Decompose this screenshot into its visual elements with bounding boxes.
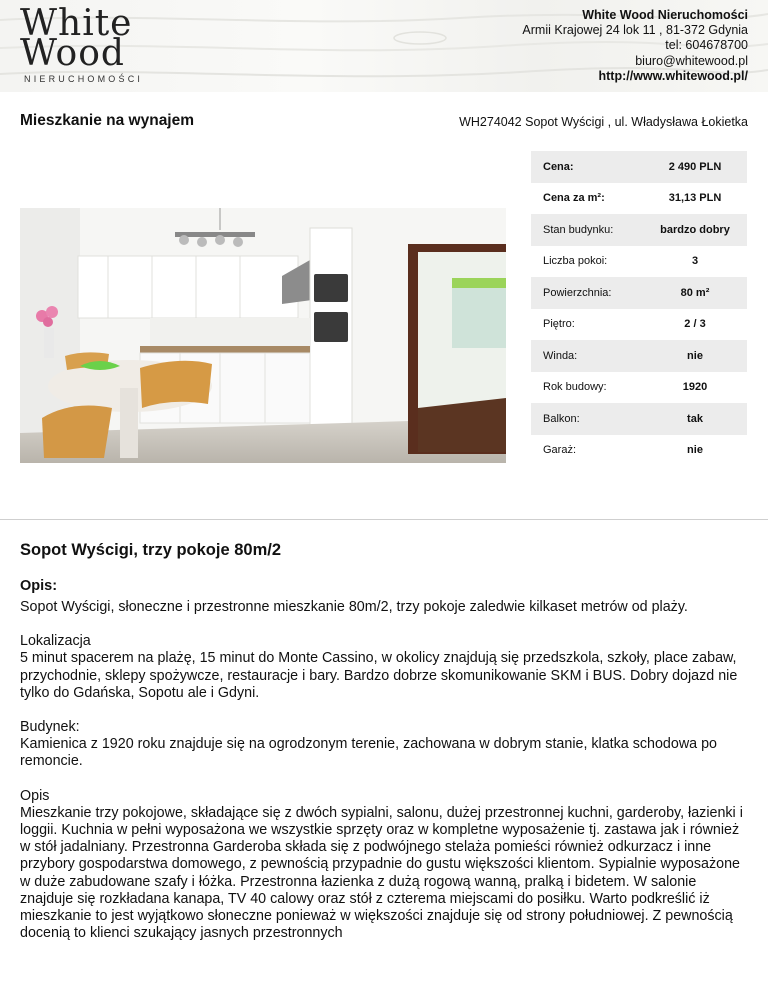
description-heading: Opis:	[20, 578, 58, 594]
listing-description	[20, 599, 748, 959]
detail-row-build-year	[531, 372, 747, 404]
detail-label: Piętro:	[543, 318, 575, 331]
detail-label: Cena za m²:	[543, 192, 605, 205]
agency-phone: tel: 604678700	[665, 38, 748, 53]
detail-label: Cena:	[543, 160, 574, 173]
detail-value: 31,13 PLN	[668, 192, 722, 205]
section-divider	[0, 519, 768, 520]
offer-id-location: WH274042 Sopot Wyścigi , ul. Władysława Łokietka	[459, 115, 748, 129]
detail-value: tak	[687, 412, 703, 425]
logo-subtitle: NIERUCHOMOŚCI	[24, 74, 144, 84]
detail-label: Liczba pokoi:	[543, 255, 608, 268]
detail-value: nie	[687, 349, 703, 362]
description-paragraph: Budynek: Kamienica z 1920 roku znajduje się na ogrodzonym terenie, zachowana w dobrym stanie, klatka schodowa po remoncie.	[20, 719, 717, 770]
agency-name: White Wood Nieruchomości	[582, 8, 748, 22]
detail-value: 2 / 3	[684, 318, 706, 331]
agency-website-link[interactable]: http://www.whitewood.pl/	[598, 68, 748, 83]
logo-text-white: White	[20, 3, 133, 44]
detail-label: Winda:	[543, 349, 578, 362]
agency-contact	[522, 8, 748, 84]
detail-label: Rok budowy:	[543, 381, 607, 394]
detail-row-elevator	[531, 340, 747, 372]
offer-type: Mieszkanie na wynajem	[20, 112, 195, 129]
detail-row-area	[531, 277, 747, 309]
listing-title: Sopot Wyścigi, trzy pokoje 80m/2	[20, 541, 282, 559]
description-paragraph: Sopot Wyścigi, słoneczne i przestronne mieszkanie 80m/2, trzy pokoje zaledwie kilkaset metrów od plaży.	[20, 599, 688, 615]
kitchen-photo-illustration	[20, 208, 506, 463]
detail-value: 2 490 PLN	[668, 160, 722, 173]
detail-row-balcony	[531, 403, 747, 435]
description-paragraph: Opis Mieszkanie trzy pokojowe, składające się z dwóch sypialni, salonu, dużej przestronnej kuchni, garderoby, łazienki i loggii. Kuchnia w pełni wyposażona we wszystkie sprzęty oraz w kompletne wyposażenie tj. zastawa jak i również w stół jadalniany. Przestronna Garderoba składa się z podwójnego stelaża pomieści również odkurzacz i inne przybory gospodarstwa domowego, z pewnością przypadnie do gustu większości klientom. Sypialnie wyposażone w duże zabudowane szafy i łóżka. Przestronna łazienka z dużą rogową wanną, pralką i bidetem. W salonie znajduje się rozkładana kanapa, TV 40 calowy oraz stół z czterema miejscami do posiłku. Warto podkreślić iż mieszkanie to jest wyjątkowo słoneczne ponieważ w większości znajduje się od strony południowej. Z pewnością docenią to klienci szukający jasnych przestronnych	[20, 787, 743, 942]
detail-row-building-condition	[531, 214, 747, 246]
detail-row-price	[531, 151, 747, 183]
detail-value: bardzo dobry	[660, 223, 730, 236]
property-photo	[20, 208, 506, 463]
agency-email[interactable]: biuro@whitewood.pl	[635, 53, 748, 68]
detail-value: 80 m²	[680, 286, 710, 299]
logo-text-wood: Wood	[20, 33, 125, 74]
detail-label: Garaż:	[543, 444, 577, 457]
detail-row-garage	[531, 435, 747, 467]
description-paragraph: Lokalizacja 5 minut spacerem na plażę, 15 minut do Monte Cassino, w okolicy znajdują się przedszkola, szkoły, place zabaw, przychodnie, sklepy spożywcze, restauracje i bary. Bardzo dobrze skomunikowanie SKM i BUS. Dobry dojazd nie tylko do Gdańska, Sopotu ale i Gdyni.	[20, 633, 738, 701]
detail-label: Powierzchnia:	[543, 286, 612, 299]
agency-address: Armii Krajowej 24 lok 11 , 81-372 Gdynia	[522, 23, 748, 38]
property-details-table	[531, 151, 747, 466]
detail-value: 3	[691, 255, 699, 268]
detail-value: 1920	[682, 381, 708, 394]
company-logo	[18, 3, 168, 86]
detail-label: Stan budynku:	[543, 223, 614, 236]
detail-label: Balkon:	[543, 412, 580, 425]
page-header	[0, 0, 768, 92]
detail-row-price-per-m2	[531, 183, 747, 215]
detail-row-floor	[531, 309, 747, 341]
detail-row-rooms	[531, 246, 747, 278]
detail-value: nie	[687, 444, 703, 457]
